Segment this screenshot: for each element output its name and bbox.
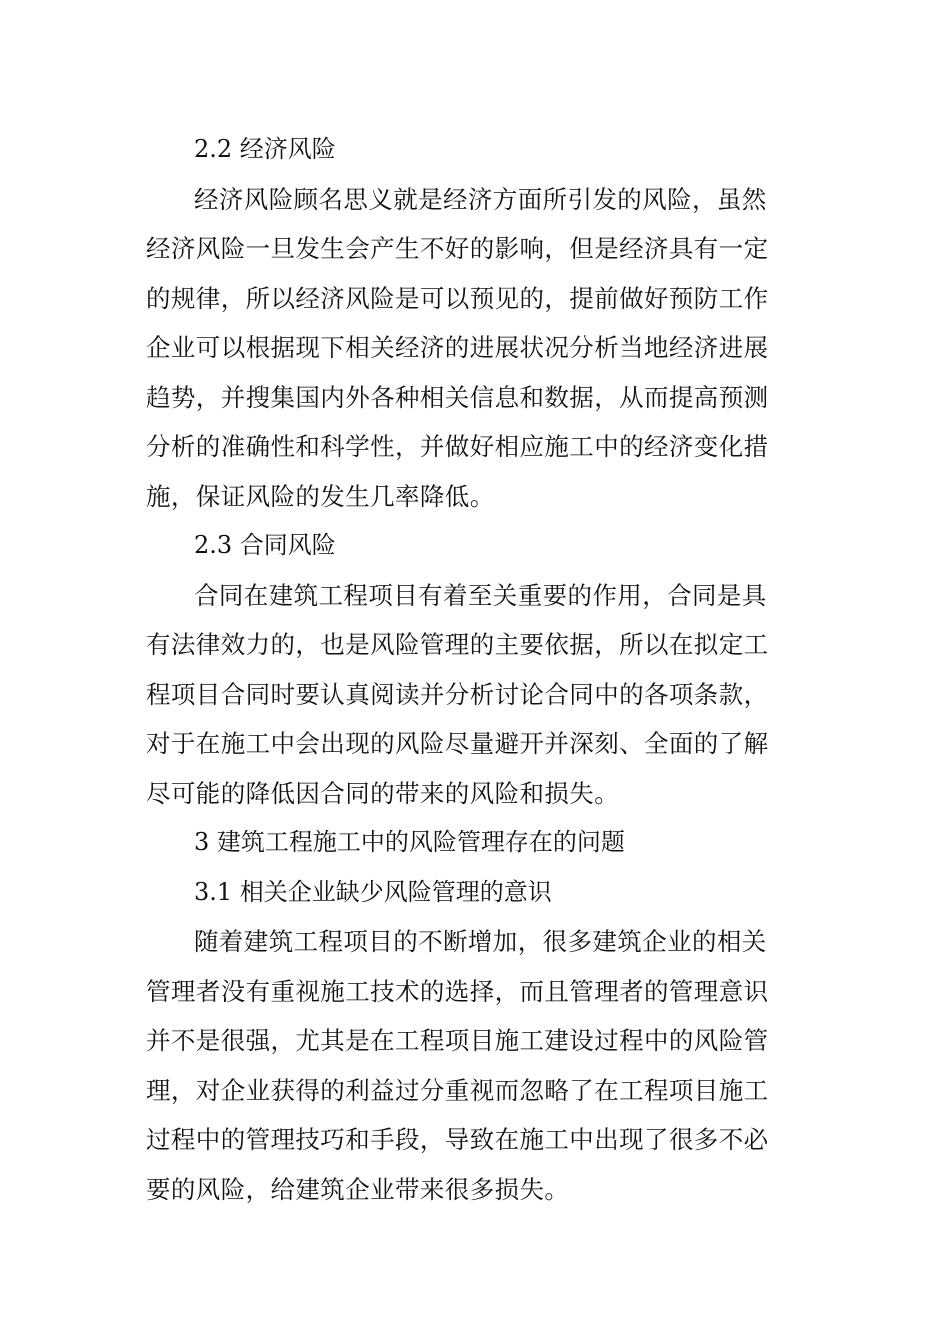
section-heading-2-2: 2.2 经济风险 [194,135,336,163]
paragraph-line: 要的风险，给建筑企业带来很多损失。 [146,1174,570,1204]
section-heading-3: 3 建筑工程施工中的风险管理存在的问题 [194,828,625,856]
paragraph-line: 分析的准确性和科学性，并做好相应施工中的经济变化措 [146,432,769,461]
paragraph-line: 趋势，并搜集国内外各种相关信息和数据，从而提高预测 [146,382,769,412]
section-heading-2-3: 2.3 合同风险 [194,531,336,559]
paragraph-risk-awareness [146,917,806,1214]
paragraph-line: 合同在建筑工程项目有着至关重要的作用，合同是具 [194,580,767,610]
paragraph-economic-risk [146,175,806,522]
paragraph-line: 理，对企业获得的利益过分重视而忽略了在工程项目施工 [146,1075,769,1105]
paragraph-line: 程项目合同时要认真阅读并分析讨论合同中的各项条款， [146,679,769,709]
section-heading-3-1: 3.1 相关企业缺少风险管理的意识 [194,877,552,906]
paragraph-line: 经济风险顾名思义就是经济方面所引发的风险，虽然 [194,184,767,214]
paragraph-line: 经济风险一旦发生会产生不好的影响，但是经济具有一定 [146,234,769,263]
paragraph-line: 有法律效力的，也是风险管理的主要依据，所以在拟定工 [146,630,769,659]
document-body [146,125,806,1214]
paragraph-contract-risk [146,571,806,819]
paragraph-line: 尽可能的降低因合同的带来的风险和损失。 [146,778,620,808]
paragraph-line: 施，保证风险的发生几率降低。 [146,481,495,511]
paragraph-line: 的规律，所以经济风险是可以预见的，提前做好预防工作 [146,283,769,313]
paragraph-line: 管理者没有重视施工技术的选择，而且管理者的管理意识 [146,976,769,1006]
paragraph-line: 企业可以根据现下相关经济的进展状况分析当地经济进展 [146,333,769,362]
paragraph-line: 过程中的管理技巧和手段，导致在施工中出现了很多不必 [146,1125,769,1154]
paragraph-line: 对于在施工中会出现的风险尽量避开并深刻、全面的了解 [146,729,769,758]
paragraph-line: 并不是很强，尤其是在工程项目施工建设过程中的风险管 [146,1026,769,1055]
paragraph-line: 随着建筑工程项目的不断增加，很多建筑企业的相关 [194,927,767,956]
